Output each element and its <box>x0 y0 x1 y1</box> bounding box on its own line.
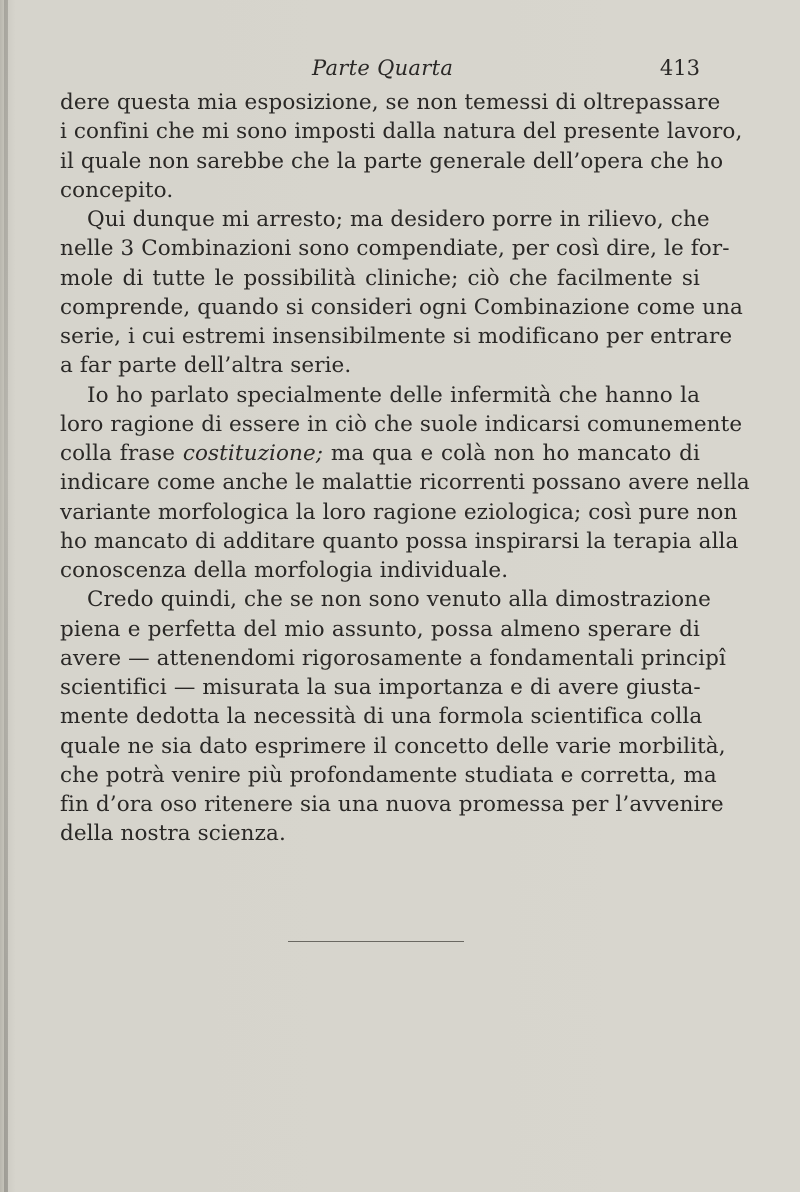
end-rule <box>288 941 464 942</box>
text-line: mente dedotta la necessità di una formola scientifica colla <box>60 704 703 730</box>
text-line: serie, i cui estremi insensibilmente si modificano per entrare <box>60 324 733 349</box>
text-line: variante morfologica la loro ragione eziologica; così pure non <box>60 499 738 525</box>
running-head <box>60 56 700 84</box>
text-line: Credo quindi, che se non sono venuto alla dimostrazione <box>87 587 711 613</box>
text-line: concepito. <box>60 177 174 203</box>
text-line: loro ragione di essere in ciò che suole indicarsi comunemente <box>60 411 743 437</box>
text-line: che potrà venire più profondamente studiata e corretta, ma <box>60 762 717 788</box>
text-span: colla frase <box>60 441 183 466</box>
text-line: mole di tutte le possibilità cliniche; ciò che facilmente si <box>60 265 700 291</box>
running-head-title: Parte Quarta <box>312 56 454 80</box>
page-number: 413 <box>659 56 700 80</box>
text-line: il quale non sarebbe che la parte generale dell’opera che ho <box>60 148 724 174</box>
text-line: scientifici — misurata la sua importanza e di avere giusta- <box>60 675 701 700</box>
text-line: a far parte dell’altra serie. <box>60 353 352 379</box>
text-line: avere — attenendomi rigorosamente a fondamentali principî <box>60 645 726 671</box>
text-line: fin d’ora oso ritenere sia una nuova promessa per l’avvenire <box>60 792 724 817</box>
text-line: quale ne sia dato esprimere il concetto delle varie morbilità, <box>60 733 726 759</box>
text-line: nelle 3 Combinazioni sono compendiate, per così dire, le for- <box>60 236 730 262</box>
text-line: Qui dunque mi arresto; ma desidero porre in rilievo, che <box>87 207 710 232</box>
text-line <box>60 439 700 468</box>
text-line: comprende, quando si consideri ogni Combinazione come una <box>60 294 743 320</box>
text-span: ma qua e colà non ho mancato di <box>323 441 700 466</box>
text-line: i confini che mi sono imposti dalla natura del presente lavoro, <box>60 119 743 145</box>
text-line: Io ho parlato specialmente delle infermità che hanno la <box>87 382 700 408</box>
page-spine-edge <box>4 0 8 1192</box>
italic-term: costituzione; <box>182 441 324 466</box>
body-text <box>60 88 750 849</box>
text-line: ho mancato di additare quanto possa inspirarsi la terapia alla <box>60 528 739 554</box>
text-line: indicare come anche le malattie ricorrenti possano avere nella <box>60 470 750 496</box>
text-line: della nostra scienza. <box>60 821 286 847</box>
text-line: dere questa mia esposizione, se non temessi di oltrepassare <box>60 90 721 115</box>
text-line: piena e perfetta del mio assunto, possa almeno sperare di <box>60 616 700 642</box>
text-line: conoscenza della morfologia individuale. <box>60 558 509 583</box>
